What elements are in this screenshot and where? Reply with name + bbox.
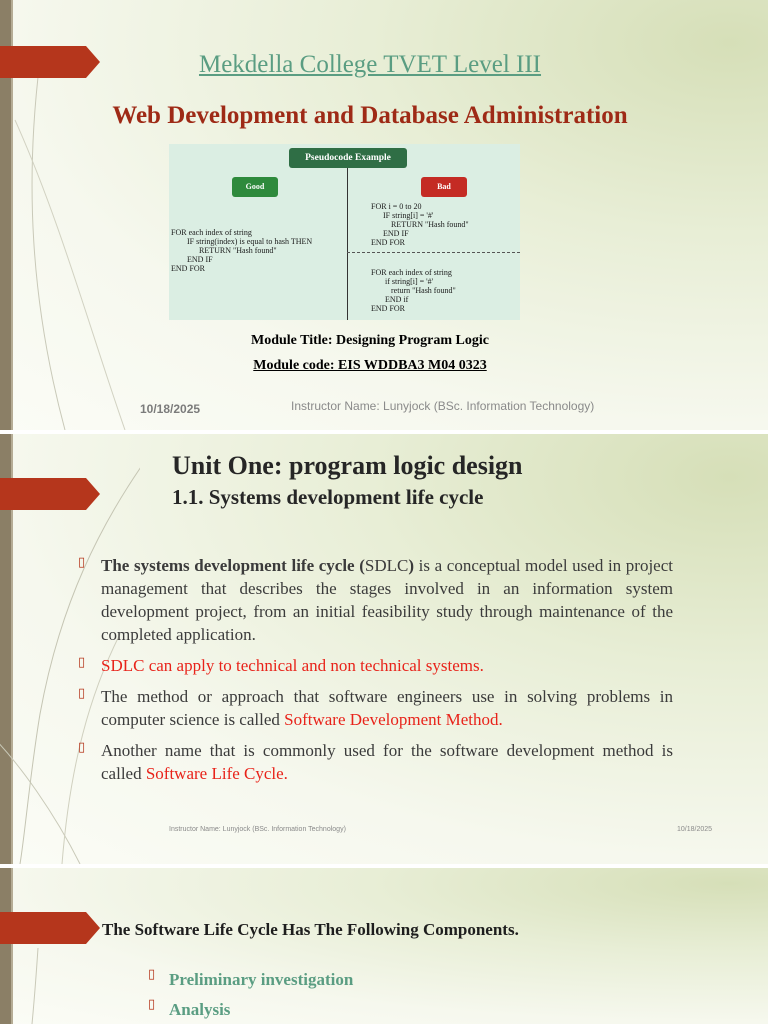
decorative-lines: [0, 868, 140, 1024]
bad-badge: Bad: [421, 177, 467, 197]
figure-header: Pseudocode Example: [289, 148, 407, 168]
slide-date: 10/18/2025: [140, 402, 201, 416]
bad-code-bottom: FOR each index of string if string[i] = '#' return "Hash found" END if END FOR: [371, 268, 456, 313]
good-badge: Good: [232, 177, 278, 197]
square-bullet-icon: ▯: [148, 967, 156, 982]
square-bullet-icon: ▯: [78, 740, 86, 755]
section-subtitle: 1.1. Systems development life cycle: [172, 485, 484, 509]
bullet-list: [78, 554, 673, 793]
list-item: [78, 739, 673, 785]
instructor-name: Instructor Name: Lunyjock (BSc. Information Technology): [291, 399, 595, 413]
figure-divider: [347, 168, 348, 320]
square-bullet-icon: ▯: [148, 997, 156, 1012]
list-item: [148, 997, 353, 1024]
components-heading: The Software Life Cycle Has The Following Components.: [102, 920, 519, 939]
square-bullet-icon: ▯: [78, 655, 86, 670]
sdlc-bold-term: The systems development life cycle (: [101, 556, 365, 575]
list-item: [78, 685, 673, 731]
life-cycle-highlight: Software Life Cycle.: [145, 764, 288, 783]
slide-components: [0, 868, 768, 1024]
program-title: Web Development and Database Administration: [112, 102, 628, 129]
square-bullet-icon: ▯: [78, 686, 86, 701]
method-highlight: Software Development Method.: [284, 710, 503, 729]
arrow-tab-icon: [0, 912, 100, 944]
figure-dashed-divider: [347, 252, 520, 253]
good-code: FOR each index of string IF string(index) is equal to hash THEN RETURN "Hash found" END IF END FOR: [171, 228, 313, 273]
footer-instructor: Instructor Name: Lunyjock (BSc. Information Technology): [169, 826, 346, 833]
list-item: [148, 967, 354, 1000]
component-label: Preliminary investigation: [169, 970, 354, 989]
square-bullet-icon: ▯: [78, 555, 86, 570]
module-code: Module code: EIS WDDBA3 M04 0323: [253, 358, 487, 373]
unit-title: Unit One: program logic design: [172, 451, 523, 480]
sdlc-applies-text: SDLC can apply to technical and non technical systems.: [101, 656, 484, 675]
component-label: Analysis: [169, 1000, 231, 1019]
list-item: [78, 554, 673, 646]
method-text: The method or approach that software engineers use in solving problems in computer science is called: [101, 687, 673, 729]
components-list: [148, 967, 354, 1024]
sdlc-paren: ): [408, 556, 415, 575]
slide-sdlc: [0, 434, 768, 864]
sdlc-acronym: SDLC: [364, 556, 409, 575]
sdlc-definition: is a conceptual model used in project management that describes the stages involved in an information system development project, from an initial feasibility study through maintenance of the completed application.: [101, 556, 673, 644]
list-item: [78, 654, 673, 677]
bad-code-top: FOR i = 0 to 20 IF string[i] = '#' RETURN "Hash found" END IF END FOR: [371, 202, 469, 247]
module-title: Module Title: Designing Program Logic: [251, 333, 489, 348]
slide-title: [0, 0, 768, 430]
college-title: Mekdella College TVET Level III: [198, 51, 542, 78]
pseudocode-figure: [169, 144, 520, 320]
arrow-tab-icon: [0, 478, 100, 510]
footer-date: 10/18/2025: [677, 826, 713, 833]
life-cycle-text: Another name that is commonly used for the software development method is called: [101, 741, 673, 783]
